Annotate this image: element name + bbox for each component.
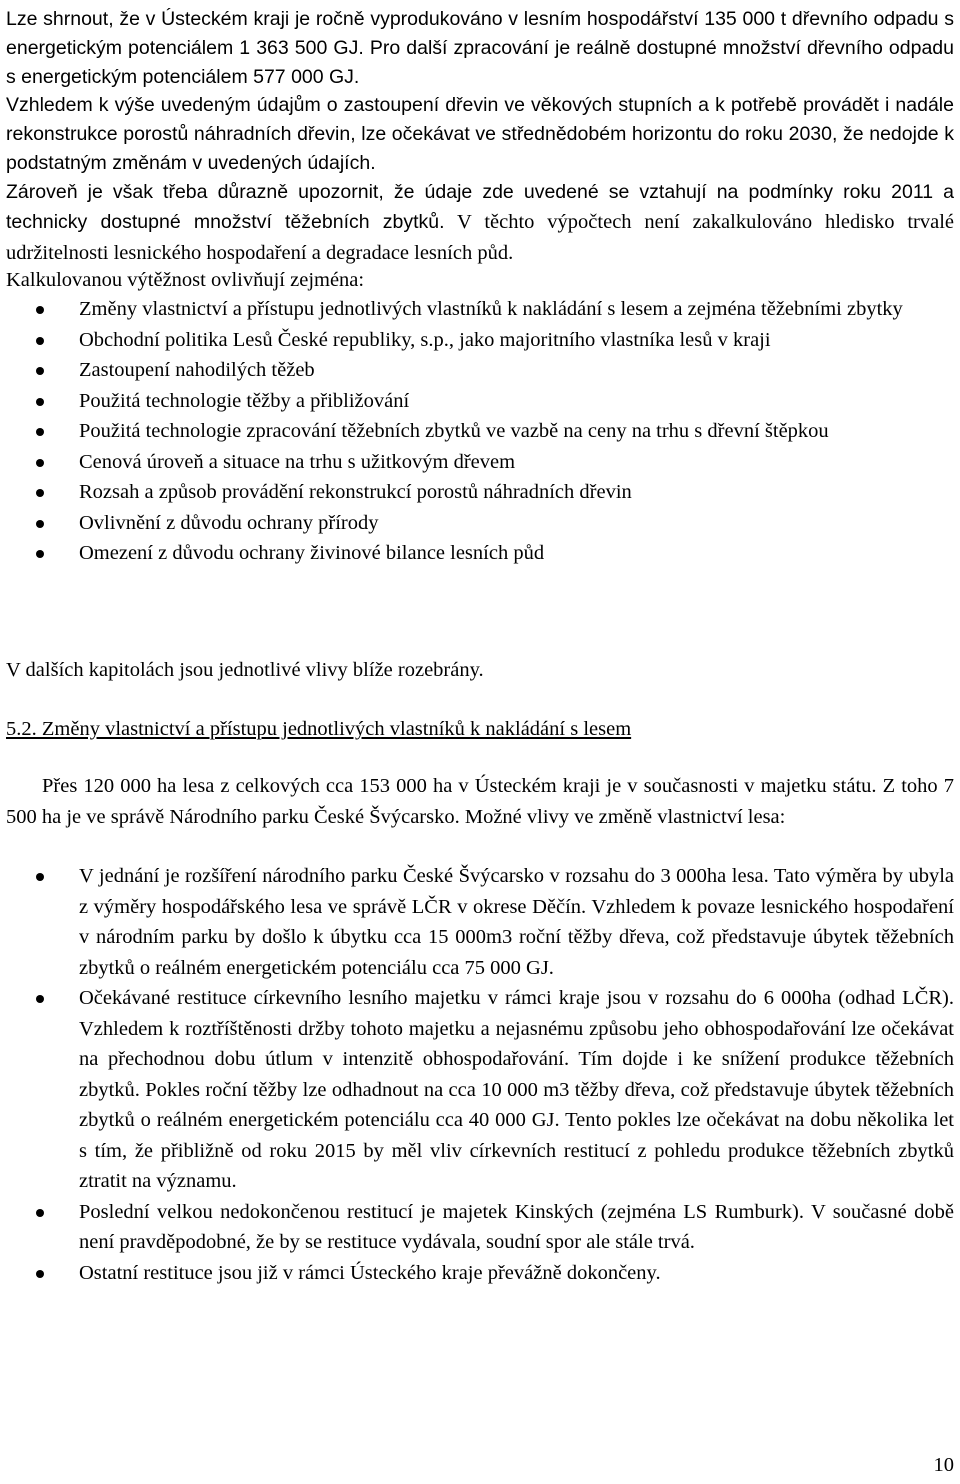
list-item [0,861,954,983]
list-item-text: Obchodní politika Lesů České republiky, s.p., jako majoritního vlastníka lesů v kraji [79,328,771,351]
paragraph-factors-intro: Kalkulovanou výtěžnost ovlivňují zejména: [6,269,365,291]
bullet-icon [36,1209,44,1217]
list-item-text: Rozsah a způsob provádění rekonstrukcí porostů náhradních dřevin [79,481,632,503]
paragraph-state-ownership [6,771,954,832]
page-number: 10 [933,1454,954,1476]
list-item-text: Použitá technologie těžby a přibližování [79,389,410,412]
list-item-text: Poslední velkou nedokončenou restitucí je majetek Kinských (zejména LS Rumburk). V současné době není pravděpodobné, že by se restituce vydávala, soudní spor ale stále trvá. [79,1200,954,1253]
list-item [0,1197,954,1258]
list-item [0,294,954,325]
bullet-icon [36,489,44,497]
paragraph-summary: Lze shrnout, že v Ústeckém kraji je ročně vyprodukováno v lesním hospodářství 135 000 t dřevního odpadu s energetickým potenciálem 1 363 500 GJ. Pro další zpracování je reálně dostupné množství dřevního odpadu s energetickým potenciálem 577 000 GJ. [6,8,954,88]
list-item-text: Ostatní restituce jsou již v rámci Ústeckého kraje převážně dokončeny. [79,1261,661,1284]
bullet-icon [36,367,44,375]
list-item [0,1258,954,1289]
bullet-icon [36,550,44,558]
list-item [0,508,954,539]
bullet-icon [36,428,44,436]
list-item [0,325,954,356]
bullet-icon [36,873,44,881]
list-item [0,538,954,569]
list-item [0,416,954,447]
list-item-text: Omezení z důvodu ochrany živinové bilance lesních půd [79,542,545,564]
section-heading: 5.2. Změny vlastnictví a přístupu jednotlivých vlastníků k nakládání s lesem [6,718,632,740]
list-item [0,477,954,508]
bullet-icon [36,459,44,467]
factors-list [0,294,954,569]
paragraph-outlook: Vzhledem k výše uvedeným údajům o zastoupení dřevin ve věkových stupních a k potřebě provádět i nadále rekonstrukce porostů náhradních dřevin, lze očekávat ve střednědobém horizontu do roku 2030, že nedojde k podstatným změnám v uvedených údajích. [6,94,954,174]
caveat-sans-text: Zároveň je však třeba důrazně upozornit, že údaje zde uvedené se vztahují na podmínky roku 2011 a technicky dostupné množství těžebních zbytků. [6,181,954,233]
list-item-text: V jednání je rozšíření národního parku České Švýcarsko v rozsahu do 3 000ha lesa. Tato výměra by ubyla z výměry hospodářského lesa ve správě LČR v okrese Děčín. Vzhledem k povaze lesnického hospodaření v národním parku by došlo k úbytku cca 15 000m3 roční těžby dřeva, což představuje úbytek těžebních zbytků o reálném energetickém potenciálu cca 75 000 GJ. [79,865,954,979]
state-ownership-text: Přes 120 000 ha lesa z celkových cca 153 000 ha v Ústeckém kraji je v současnosti v majetku státu. Z toho 7 500 ha je ve správě Národního parku České Švýcarsko. Možné vlivy ve změně vlastnictví lesa: [6,775,954,828]
bullet-icon [36,1270,44,1278]
list-item-text: Ovlivnění z důvodu ochrany přírody [79,511,379,534]
bullet-icon [36,520,44,528]
paragraph-chapters-note: V dalších kapitolách jsou jednotlivé vlivy blíže rozebrány. [6,659,484,681]
bullet-icon [36,995,44,1003]
bullet-icon [36,306,44,314]
list-item-text: Očekávané restituce církevního lesního majetku v rámci kraje jsou v rozsahu do 6 000ha (odhad LČR). Vzhledem k roztříštěnosti držby tohoto majetku a nejasnému způsobu jeho obhospodařování lze očekávat na přechodnou dobu útlum v intenzitě obhospodařování. Tím dojde i ke snížení produkce těžebních zbytků. Pokles roční těžby lze odhadnout na cca 10 000 m3 těžby dřeva, což představuje úbytek těžebních zbytků o reálném energetickém potenciálu cca 40 000 GJ. Tento pokles lze očekávat na dobu několika let s tím, že přibližně od roku 2015 by měl vliv církevních restitucí z pohledu produkce těžebních zbytků ztratit na významu. [79,987,954,1192]
ownership-list [0,861,954,1288]
list-item [0,447,954,478]
bullet-icon [36,398,44,406]
list-item-text: Cenová úroveň a situace na trhu s užitkovým dřevem [79,450,516,473]
list-item [0,983,954,1197]
caveat-serif-text: V těchto výpočtech není zakalkulováno hledisko trvalé udržitelnosti lesnického hospodaření a degradace lesních půd. [6,211,954,264]
paragraph-caveat [6,178,954,268]
list-item [0,386,954,417]
list-item [0,355,954,386]
list-item-text: Použitá technologie zpracování těžebních zbytků ve vazbě na ceny na trhu s dřevní štěpkou [79,420,829,442]
list-item-text: Zastoupení nahodilých těžeb [79,359,315,381]
list-item-text: Změny vlastnictví a přístupu jednotlivých vlastníků k nakládání s lesem a zejména těžebními zbytky [79,298,903,320]
bullet-icon [36,337,44,345]
